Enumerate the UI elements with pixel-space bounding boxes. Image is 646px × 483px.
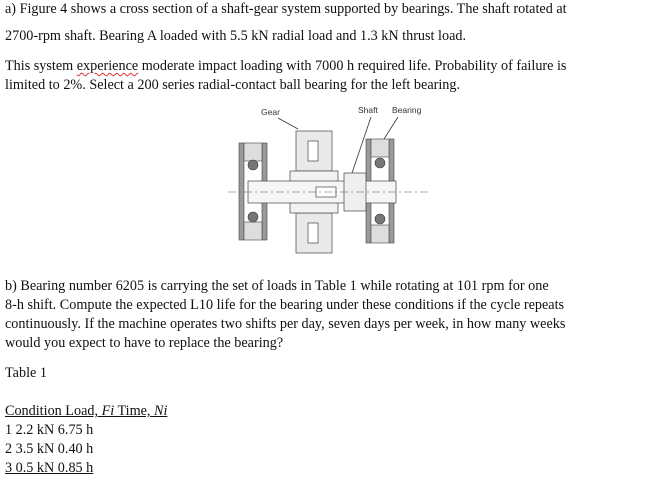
right-bearing-ball-bottom [375, 214, 385, 224]
part-a-line-3-post: moderate impact loading with 7000 h required life. Probability of failure is [138, 58, 567, 74]
table-row: 2 3.5 kN 0.40 h [5, 441, 94, 457]
part-b-line-3: continuously. If the machine operates two shifts per day, seven days per week, in how many weeks [5, 316, 566, 332]
part-a-line-3-pre: This system [5, 58, 77, 74]
table-header-ni: Ni [154, 403, 168, 419]
table-header-fi: Fi [101, 403, 115, 419]
part-b-line-2: 8-h shift. Compute the expected L10 life for the bearing under these conditions if the cycle repeats [5, 297, 565, 313]
part-a-line-1: a) Figure 4 shows a cross section of a shaft-gear system supported by bearings. The shaft rotated at [5, 1, 567, 17]
table-header-pre: Condition Load, [5, 403, 102, 419]
table-header [5, 402, 167, 420]
table-caption: Table 1 [5, 365, 47, 381]
figure-label-gear: Gear [261, 107, 280, 117]
figure-label-shaft: Shaft [358, 105, 378, 115]
part-b-line-4: would you expect to have to replace the bearing? [5, 335, 284, 351]
table-header-mid: Time, [114, 403, 154, 419]
part-a-line-2: 2700-rpm shaft. Bearing A loaded with 5.5 kN radial load and 1.3 kN thrust load. [5, 28, 467, 44]
left-bearing-ball-bottom [248, 212, 258, 222]
part-b-line-1: b) Bearing number 6205 is carrying the set of loads in Table 1 while rotating at 101 rpm for one [5, 278, 549, 294]
part-a-line-3 [5, 57, 566, 75]
left-bearing-ball-top [248, 160, 258, 170]
right-bearing-ball-top [375, 158, 385, 168]
spellcheck-word: experience [76, 58, 139, 74]
table-row: 3 0.5 kN 0.85 h [5, 460, 94, 476]
part-a-line-4: limited to 2%. Select a 200 series radial-contact ball bearing for the left bearing. [5, 77, 461, 93]
figure-label-bearing: Bearing [392, 105, 422, 115]
table-row: 1 2.2 kN 6.75 h [5, 422, 94, 438]
shaft-gear-cross-section-figure [226, 101, 432, 258]
